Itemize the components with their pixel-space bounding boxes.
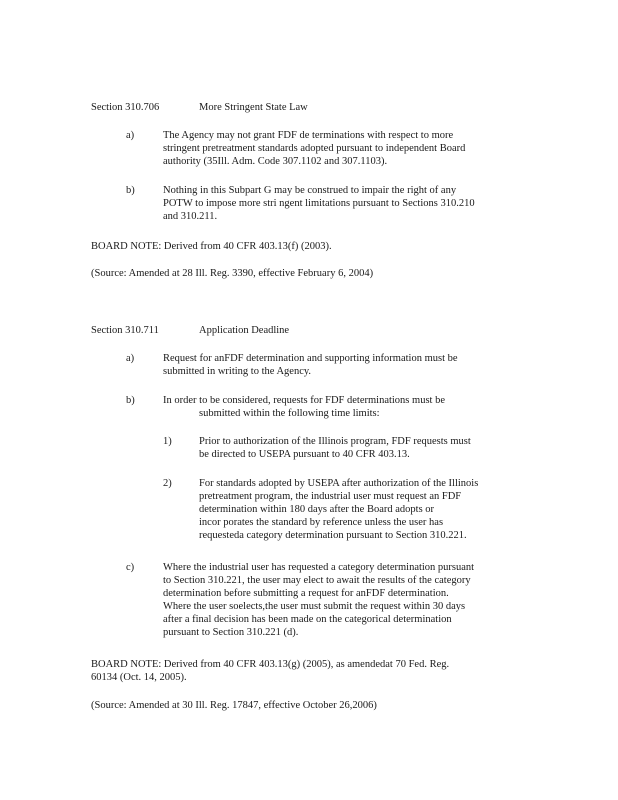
text-line: pretreatment program, the industrial user must request an FDF — [199, 491, 462, 502]
text-line: In order to be considered, requests for FDF determinations must be — [163, 395, 445, 406]
subitem-text — [199, 435, 529, 461]
text-line: For standards adopted by USEPA after authorization of the Illinois — [199, 478, 479, 489]
board-note — [91, 658, 531, 684]
text-line: requesteda category determination pursuant to Section 310.221. — [199, 530, 467, 541]
text-line: The Agency may not grant FDF de terminations with respect to more — [163, 130, 454, 141]
text-line: authority (35Ill. Adm. Code 307.1102 and 307.1103). — [163, 156, 388, 167]
text-line: stringent pretreatment standards adopted pursuant to independent Board — [163, 143, 466, 154]
text-line: Nothing in this Subpart G may be construed to impair the right of any — [163, 185, 457, 196]
item-marker: b) — [126, 185, 135, 196]
text-line: Request for anFDF determination and supporting information must be — [163, 353, 458, 364]
text-line: Where the user soelects,the user must submit the request within 30 days — [163, 601, 466, 612]
item-text — [163, 129, 523, 168]
text-line: pursuant to Section 310.221 (d). — [163, 627, 299, 638]
subitem-text — [199, 477, 529, 542]
item-marker: a) — [126, 353, 135, 364]
item-marker: c) — [126, 562, 135, 573]
board-note: BOARD NOTE: Derived from 40 CFR 403.13(f) (2003). — [91, 241, 332, 252]
text-line: submitted in writing to the Agency. — [163, 366, 312, 377]
subitem-marker: 1) — [163, 436, 172, 447]
item-text — [163, 184, 523, 223]
text-line: and 310.211. — [163, 211, 218, 222]
subitem-marker: 2) — [163, 478, 172, 489]
text-line: after a final decision has been made on the categorical determination — [163, 614, 452, 625]
text-line: Prior to authorization of the Illinois program, FDF requests must — [199, 436, 471, 447]
item-marker: b) — [126, 395, 135, 406]
item-marker: a) — [126, 130, 135, 141]
text-line: determination within 180 days after the Board adopts or — [199, 504, 435, 515]
text-line: to Section 310.221, the user may elect to await the results of the category — [163, 575, 471, 586]
section-title: More Stringent State Law — [199, 102, 308, 113]
text-line: 60134 (Oct. 14, 2005). — [91, 672, 187, 683]
text-line: incor porates the standard by reference unless the user has — [199, 517, 444, 528]
text-line: be directed to USEPA pursuant to 40 CFR 403.13. — [199, 449, 410, 460]
item-text — [163, 394, 523, 407]
source-note: (Source: Amended at 28 Ill. Reg. 3390, effective February 6, 2004) — [91, 268, 374, 279]
section-title: Application Deadline — [199, 325, 290, 336]
item-continuation: submitted within the following time limits: — [199, 408, 380, 419]
source-note: (Source: Amended at 30 Ill. Reg. 17847, effective October 26,2006) — [91, 700, 377, 711]
text-line: POTW to impose more stri ngent limitations pursuant to Sections 310.210 — [163, 198, 475, 209]
item-text — [163, 352, 523, 378]
text-line: BOARD NOTE: Derived from 40 CFR 403.13(g) (2005), as amendedat 70 Fed. Reg. — [91, 659, 450, 670]
section-number: Section 310.706 — [91, 102, 160, 113]
item-text — [163, 561, 523, 639]
section-number: Section 310.711 — [91, 325, 159, 336]
text-line: determination before submitting a request for anFDF determination. — [163, 588, 449, 599]
text-line: Where the industrial user has requested a category determination pursuant — [163, 562, 475, 573]
